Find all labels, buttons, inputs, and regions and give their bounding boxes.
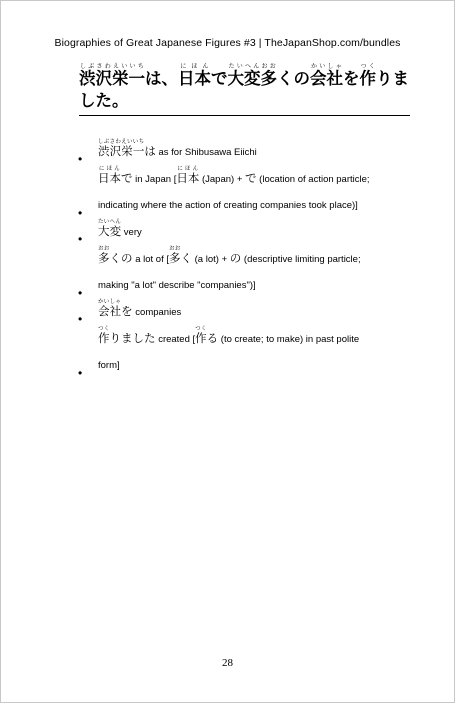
kana-rima: りま [376,69,409,88]
word-oo: 多 [260,69,277,88]
vocab-gloss: very [123,227,142,238]
vocab-word: 作 [195,331,207,345]
vocab-gloss: as for Shibusawa Eiichi [158,147,257,158]
vocab-word: 日本 [176,171,200,185]
furigana: おお [168,246,181,252]
vocab-word: 大変 [98,224,122,238]
vocab-item [98,325,398,379]
vocab-word: 多 [98,251,110,265]
vocab-gloss: (a lot) + [194,254,228,265]
furigana: しぶさわえいいち [98,139,145,145]
vocab-kana: で [121,171,133,185]
vocab-word: 作 [98,331,110,345]
vocab-gloss: companies [135,307,182,318]
japanese-sentence [79,63,409,112]
ruby-nihon [178,63,211,88]
vocab-kana: る [206,331,219,345]
furigana: にほん [176,166,200,172]
ruby-oo [260,63,278,88]
furigana: かいしゃ [310,63,343,70]
word-tsuku: 作 [359,69,376,88]
furigana: しぶさわえいいち [79,63,145,70]
furigana: つく [359,63,376,70]
ruby-taihen [227,63,261,88]
running-header: Biographies of Great Japanese Figures #3 | TheJapanShop.com/bundles [54,37,401,49]
vocab-kana: は [144,144,156,158]
ruby-shibusawa [79,63,145,88]
vocab-word: 多 [168,251,181,265]
vocab-gloss: indicating where the action of creating companies took place)] [98,200,358,211]
furigana: たいへん [227,63,261,70]
vocab-kana: の [229,251,242,265]
ruby-kaisha [310,63,343,88]
vocab-item [98,299,398,325]
particle-de: で [211,69,228,88]
furigana: つく [98,326,110,332]
vocab-gloss: (Japan) + [201,174,243,185]
word-shibusawa: 渋沢栄一 [79,69,145,88]
vocab-kana: りました [109,331,156,345]
vocab-gloss: form] [98,360,120,371]
vocabulary-list [98,139,398,379]
furigana: かいしゃ [98,299,122,305]
vocab-item [98,165,398,219]
vocab-item [98,245,398,299]
vocab-kana: くの [109,251,133,265]
sentence-divider [79,115,410,116]
vocab-kana: を [121,304,133,318]
vocab-kana: く [180,251,192,265]
furigana: おお [260,63,277,70]
vocab-item [98,219,398,245]
vocab-word: 会社 [98,304,122,318]
vocab-gloss: created [ [158,334,196,345]
vocab-gloss: (location of action particle; [259,174,370,185]
particle-wo: を [343,69,360,88]
furigana: にほん [178,63,211,70]
vocab-word: 日本 [98,171,121,185]
vocab-word: 渋沢栄一 [98,144,145,158]
vocab-gloss: (descriptive limiting particle; [243,254,361,265]
furigana: おお [98,246,110,252]
furigana: つく [195,326,207,332]
kana-shita: した。 [79,91,129,110]
word-kaisha: 会社 [310,69,343,88]
vocab-item [98,139,398,165]
kana-kuno: くの [277,69,310,88]
word-taihen: 大変 [227,69,261,88]
ruby-tsuku [359,63,377,88]
furigana: にほん [98,166,121,172]
vocab-gloss: in Japan [ [135,174,177,185]
page-number: 28 [222,657,233,669]
vocab-gloss: a lot of [ [135,254,169,265]
vocab-gloss: (to create; to make) in past polite [220,334,360,345]
vocab-gloss: making "a lot" describe "companies")] [98,280,256,291]
particle-wa: は、 [145,69,178,88]
word-nihon: 日本 [178,69,211,88]
vocab-kana: で [245,171,257,185]
furigana: たいへん [98,219,122,225]
